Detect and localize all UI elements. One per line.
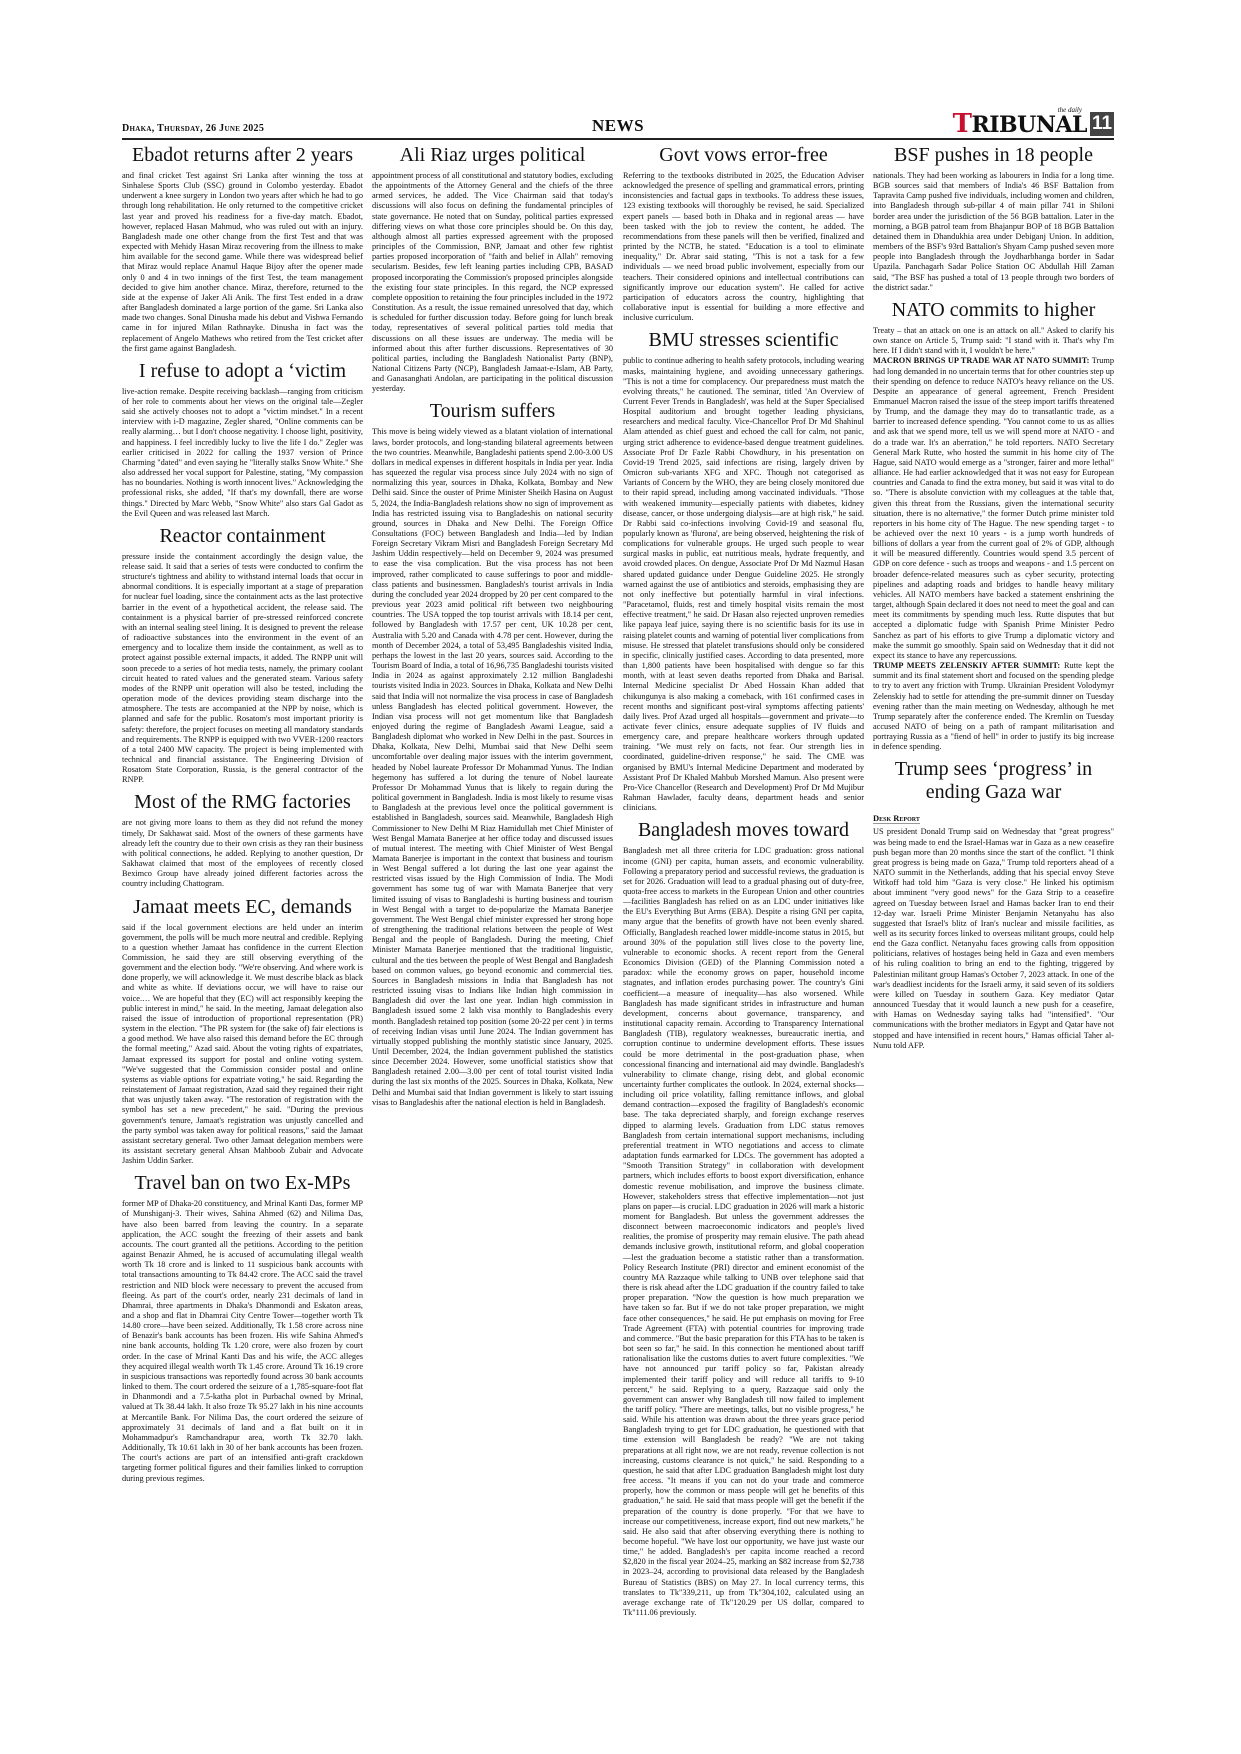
column-3 xyxy=(623,142,864,1624)
story-trump xyxy=(873,758,1114,1050)
headline: Tourism suffers xyxy=(429,400,556,423)
story-bmu xyxy=(623,329,864,813)
story-intro: Treaty – that an attack on one is an attack on all." Asked to clarify his own stance on Article 5, Trump said: "I stand with it. That's why I'm here. If I didn't stand with it, I wouldn't be here." xyxy=(873,325,1114,356)
masthead xyxy=(122,106,1114,140)
dateline: Dhaka, Thursday, 26 June 2025 xyxy=(122,123,265,134)
story-aliriaz xyxy=(372,144,613,394)
story-tourism xyxy=(372,400,613,1107)
story-body: live-action remake. Despite receiving backlash—ranging from criticism of her role to comments about her views on the original tale—Zegler said she actively chooses not to adopt a "victim mindset." In a recent interview with i-D magazine, Zegler shared, "Online comments can be really alarming… but I don't choose negativity. I choose light, positivity, and happiness. I feel incredibly lucky to live the life I do." Zegler was earlier criticised in 2022 for calling the 1937 version of Prince Charming "dated" and even saying he "literally stalks Snow White." She also addressed her vocal support for Palestine, stating, "My compassion has no boundaries. Nothing is worth innocent lives." Acknowledging the professional risks, she added, "If that's my downfall, there are worse things." Directed by Marc Webb, "Snow White" also stars Gal Gadot as the Evil Queen and was released last March. xyxy=(122,386,363,518)
story-body xyxy=(873,326,1114,753)
story-body: and final cricket Test against Sri Lanka after winning the toss at Sinhalese Sports Club (SSC) ground in Colombo yesterday. Ebadot underwent a knee surgery in London two years after which he had to go through long rehabilitation. He only returned to the competitive cricket last year and proved his readiness for a five-day match. Ebadot, however, replaced Hasan Mahmud, who was ruled out with an injury. Bangladesh made one other change from the first Test and that was expected with Mehidy Hasan Miraz recovering from the illness to make him available for the second game. While there was widespread belief that Miraz would replace Anamul Haque Bijoy after the opener made only 0 and 4 in two innings of the first Test, the team management decided to give him another chance. Miraz, therefore, returned to the side at the expense of Jaker Ali Anik. The first Test ended in a draw after Bangladesh dominated a large portion of the game. Sri Lanka also made two changes. Sonal Dinusha made his debut and Vishwa Fernando came in for injured Milan Rathnayke. Dinusha in fact was the replacement of Angelo Mathews who retired from the Test cricket after the first game against Bangladesh. xyxy=(122,171,363,353)
headline: Jamaat meets EC, demands xyxy=(133,895,352,918)
headline: I refuse to adopt a ‘victim xyxy=(138,359,347,382)
story-body: pressure inside the containment accordingly the design value, the release said. It said that a series of tests were conducted to confirm the structure's tightness and ability to withstand internal loads that occur in abnormal conditions. It is especially important at a stage of preparation for nuclear fuel loading, since the containment acts as the last protective barrier in the event of a hypothetical accident, the release said. The containment is a physical barrier of pre-stressed reinforced concrete with an internal sealing steel lining. It is designed to prevent the release of radioactive substances into the environment in the event of an emergency and to localize them inside the containment, as well as to protect against possible external impacts, it added. The RNPP unit will soon precede to a series of hot media tests, namely, the primary coolant circuit heated to rated values and the generated steam. Various safety modes of the RNPP unit operation will also be tested, including the operation mode of the devices providing steam discharge into the atmosphere. The tests are accompanied at the NPP by noise, which is planned and safe for the public. Rosatom's most important priority is safety: therefore, the project focuses on meeting all mandatory standards and requirements. The RNPP is equipped with two VVER-1200 reactors of a total 2400 MW capacity. The project is being implemented with technical and financial assistance. The Engineering Division of Rosatom State Corporation, Russia, is the general contractor of the RNPP. xyxy=(122,551,363,785)
story-reactor xyxy=(122,525,363,786)
headline: Ebadot returns after 2 years xyxy=(131,144,353,166)
story-body: US president Donald Trump said on Wednesday that "great progress" was being made to end the Israel-Hamas war in Gaza as a new ceasefire push began more than 20 months since the start of the conflict. "I think great progress is being made on Gaza," Trump told reporters ahead of a NATO summit in the Netherlands, adding that his special envoy Steve Witkoff had told him "Gaza is very close." He linked his optimism about imminent "very good news" for the Gaza Strip to a ceasefire agreed on Tuesday between Israel and Hamas backer Iran to end their 12-day war. Israeli Prime Minister Benjamin Netanyahu has also suggested that Israel's blitz of Iran's nuclear and missile facilities, as well as its security forces linked to overseas militant groups, could help end the Gaza conflict. Netanyahu faces growing calls from opposition politicians, relatives of hostages being held in Gaza and even members of his ruling coalition to bring an end to the fighting, triggered by Palestinian militant group Hamas's October 7, 2023 attack. In one of the war's deadliest incidents for the Israeli army, it said seven of its soldiers were killed on Tuesday in southern Gaza. Key mediator Qatar announced Tuesday that it would launch a new push for a ceasefire, with Hamas on Wednesday saying talks had "intensified". "Our communications with the brother mediators in Egypt and Qatar have not stopped and have intensified in recent hours," Hamas official Taher al-Nunu told AFP. xyxy=(873,827,1114,1050)
story-text: Trump had long demanded in no uncertain terms that for other countries step up their spending on defence to reduce NATO's heavy reliance on the US. Despite an appearance of general agreement, French President Emmanuel Macron raised the issue of the steep import tariffs threatened by Trump, and the damage they may do to transatlantic trade, as a barrier to increased defence spending. "You cannot come to us as allies and ask that we spend more, tell us we will spend more at NATO - and do a trade war. It's an aberration," he told reporters. NATO Secretary General Mark Rutte, who hosted the summit in his home city of The Hague, said NATO would emerge as a "stronger, fairer and more lethal" alliance. He had earlier acknowledged that it was not easy for European countries and Canada to find the extra money, but said it was vital to do so. "There is absolute conviction with my colleagues at the table that, given this threat from the Russians, given the international security situation, there is no alternative," the former Dutch prime minister told reporters in his home city of The Hague. The new spending target - to be achieved over the next 10 years - is a jump worth hundreds of billions of dollars a year from the current goal of 2% of GDP, although it will be measured differently. Countries would spend 3.5 percent of GDP on core defence - such as troops and weapons - and 1.5 percent on broader defence-related measures such as cyber security, protecting pipelines and adapting roads and bridges to handle heavy military vehicles. All NATO members have backed a statement enshrining the target, although Spain declared it does not need to meet the goal and can meet its commitments by spending much less. Rutte disputes that but accepted a diplomatic fudge with Spanish Prime Minister Pedro Sanchez as part of his efforts to give Trump a diplomatic victory and make the summit go smoothly. Spain said on Wednesday that it did not expect its stance to have any repercussions. xyxy=(873,356,1115,660)
story-body: said if the local government elections are held under an interim government, the polls will be much more neutral and credible. Replying to a question whether Jamaat has confidence in the current Election Commission, he said they are still observing everything of the government and the election body. "We're observing. And where work is done properly, we will acknowledge it. We must describe black as black and white as white. If deviations occur, we will have to raise our voice.… We are hopeful that they (EC) will act responsibly keeping the public interest in mind," he said. In the meeting, Jamaat delegation also raised the issue of introduction of proportional representation (PR) system in the election. "The PR system for (the sake of) fair elections is a good method. We have also raised this demand before the EC through the formal meeting," Azad said. About the voting rights of expatriates, Jamaat expressed its support for postal and online voting system. "We've suggested that the Commission consider postal and online systems as viable options for expatriate voting," he said. Regarding the reinstatement of Jamaat registration, Azad said they regained their right that was unjustly taken away. "The restoration of registration with the symbol has set a new precedent," he said. "During the previous government's tenure, Jamaat's registration was unjustly cancelled and the party symbol was taken away for political reasons," said the Jamaat assistant secretary general. Two other Jamaat delegation members were its assistant secretary general Ahsan Mahboob Zubair and Advocate Jashim Uddin Sarker. xyxy=(122,922,363,1166)
brand-tagline: the daily xyxy=(1057,106,1082,114)
story-refuse xyxy=(122,360,363,519)
story-text: Rutte kept the summit and its final statement short and focused on the spending pledge to try to avert any friction with Trump. Ukrainian President Volodymyr Zelenskiy had to settle for attending the pre-summit dinner on Tuesday evening rather than the main meeting on Wednesday, although he met Trump separately after the conference ended. The Kremlin on Tuesday accused NATO of being on a path of rampant militarisation and portraying Russia as a "fiend of hell" in order to justify its big increase in defence spending. xyxy=(873,661,1115,752)
story-rmg xyxy=(122,791,363,889)
story-bsf xyxy=(873,144,1114,293)
headline: Trump sees ‘progress’ in ending Gaza war xyxy=(894,758,1093,804)
story-body: appointment process of all constitutional and statutory bodies, excluding the appointments of the Attorney General and the chiefs of the three armed services, he added. The Vice Chairman said that today's discussions will also focus on defining the fundamental principles of state governance. He noted that on Sunday, political parties expressed differing views on what those core principles should be. On this day, although almost all parties expressed agreement with the proposed principles of the Commission, BNP, Jamaat and other few rightist parties proposed incorporation of "faith and belief in Allah" removing secularism. Besides, few left leaning parties including CPB, BASAD proposed incorporating the Commission's proposed principles alongside the existing four state principles. In this regard, the NCP expressed complete opposition to retaining the four principles included in the 1972 Constitution. As a result, the issue remained unresolved that day, which is scheduled for further discussion today. Before going for lunch break today, representatives of several political parties told media that discussions on all these issues are underway. The media will be informed about this after further discussions. Representatives of 30 political parties, including the Bangladesh Nationalist Party (BNP), National Citizens Party (NCP), Bangladesh Jamaat-e-Islam, AB Party, and Ganasanghati Andolan, are participating in the political discussion yesterday. xyxy=(372,171,613,394)
story-body: are not giving more loans to them as they did not refund the money timely, Dr Sakhawat said. Most of the owners of these garments have already left the country due to their own crisis as they ran their business with political connections, he added. Replying to another question, Dr Sakhawat claimed that most of the employees of recently closed Beximco Group have already joined different factories across the country including Chattogram. xyxy=(122,818,363,889)
column-2 xyxy=(372,142,613,1114)
headline: Most of the RMG factories xyxy=(134,791,351,814)
headline: Travel ban on two Ex-MPs xyxy=(134,1172,351,1195)
column-1 xyxy=(122,142,363,1490)
story-jamaat xyxy=(122,896,363,1167)
story-body: Bangladesh met all three criteria for LDC graduation: gross national income (GNI) per capita, human assets, and economic vulnerability. Following a preparatory period and successful reviews, the graduation is set for 2026. Graduation will lead to a gradual phasing out of duty-free, quota-free access to markets in the European Union and other countries—facilities Bangladesh has relied on as an LDC under initiatives like the EU's Everything But Arms (EBA). Despite a rising GNI per capita, many argue that the benefits of growth have not been evenly shared. Officially, Bangladesh reached lower middle-income status in 2015, but around 30% of the population still lives close to the poverty line, vulnerable to economic shocks. A recent report from the General Economics Division (GED) of the Planning Commission noted a paradox: while the economy grows on paper, household income stagnates, and inflation erodes purchasing power. The country's Gini coefficient—a measure of inequality—has also worsened. While Bangladesh has made significant strides in infrastructure and human development, concerns about governance, transparency, and institutional capacity remain. According to Transparency International Bangladesh (TIB), regulatory weaknesses, bureaucratic inertia, and corruption continue to undermine development efforts. These issues could be more detrimental in the post-graduation phase, when concessional financing and international aid may dwindle. Bangladesh's vulnerability to climate change, rising debt, and global economic uncertainty further complicates the outlook. In 2024, external shocks—including oil price volatility, falling remittance inflows, and global demand contraction—exposed the fragility of Bangladesh's economic base. The taka depreciated sharply, and foreign exchange reserves dipped to alarming levels. Graduation from LDC status removes Bangladesh from certain international support mechanisms, including preferential treatment in WTO negotiations and access to climate adaptation funds earmarked for LDCs. The government has adopted a "Smooth Transition Strategy" in collaboration with development partners, which includes efforts to boost export diversification, enhance domestic revenue mobilisation, and improve the business climate. However, stakeholders stress that effective implementation—not just plans on paper—is crucial. LDC graduation in 2026 will mark a historic moment for Bangladesh. But unless the government addresses the disconnect between macroeconomic indicators and people's lived realities, the promise of prosperity may remain elusive. The path ahead demands inclusive growth, institutional reform, and global cooperation—lest the graduation become a statistic rather than a transformation. Policy Research Institute (PRI) director and eminent economist of the country MA Razzaque while talking to UNB over telephone said that there is risk ahead after the LDC graduation if the country failed to take proper preparation. "Now the question is how much preparation we have taken so far. But if we do not take proper preparation, we might face other consequences," he said. He put emphasis on moving for Free Trade Agreement (FTA) with potential countries for improving trade and commerce. "But the basic preparation for this FTA has to be taken is bot seen so far," he said. In this connection he mentioned about tariff rationalisation like the customs duties to avert future complexities. "We have not announced pur tariff policy so far, Pakistan already implemented their tariff policy and will reduce all tariffs to 9-10 percent," he said. Replying to a query, Razzaque said only the government can answer why Bangladesh till now failed to implement the tariff policy. "There are meetings, talks, but no visible progress," he said. While his attention was drawn about the three years grace period Bangladesh trying to get for LDC graduation, he questioned with that time extension will Bangladesh be ready? "We are not taking preparations at all right now, we are not ready, revenue collection is not increasing, customs clearance is not quick," he said. Responding to a question, he said that after LDC graduation Bangladesh might lost duty free access. "It means if you can not do your trade and commerce properly, how the common or mass people will get he benefits of this graduation," he said. He said that mass people will get the benefit if the preparation of the country is done properly. "For that we have to increase our competitiveness, increase export, find out new markets," he said. He also said that after observing everything there is nothing to become hopeful. "We have lost our opportunity, we have just waste our time," he added. Bangladesh's per capita income reached a record $2,820 in the fiscal year 2024–25, marking an $82 increase from $2,738 in 2023–24, according to provisional data released by the Bangladesh Bureau of Statistics (BBS) on May 27. In local currency terms, this translates to Tk"339,211, up from Tk"304,102, calculated using an average exchange rate of Tk"120.29 per US dollar, compared to Tk"111.06 previously. xyxy=(623,846,865,1618)
story-travel xyxy=(122,1172,363,1483)
headline: Bangladesh moves toward xyxy=(637,819,850,842)
brand-initial: T xyxy=(952,109,972,139)
story-body: nationals. They had been working as labourers in India for a long time. BGB sources said that members of India's 46 BSF Battalion from Tapravita Camp pushed five individuals, including women and children, into Bangladesh through sub-pillar 4 of main pillar 741 in Shiloni border area under the jurisdiction of the 56 BGB battalion. Later in the morning, a BGB patrol team from Bhajanpur BOP of 18 BGB Battalion detained them in Dhandukhia area under Debiganj Union. In addition, members of the BSF's 93rd Battalion's Shyam Camp pushed seven more people into Bangladesh through the Joydharbhanga border in Sadar Upazila. Panchagarh Sadar Police Station OC Abdullah Hill Zaman said, "The BSF has pushed a total of 13 people through two borders of the district sadar." xyxy=(873,171,1114,292)
brand-rest: RIBUNAL xyxy=(971,112,1087,138)
headline: Govt vows error-free xyxy=(659,144,828,166)
page-number: 11 xyxy=(1091,113,1113,134)
headline: NATO commits to higher xyxy=(891,298,1096,321)
brand-logo xyxy=(952,106,1114,139)
headline: Reactor containment xyxy=(159,524,326,547)
column-4 xyxy=(873,142,1114,1057)
section-title: NEWS xyxy=(591,116,645,135)
subhead: TRUMP MEETS ZELENSKIY AFTER SUMMIT: xyxy=(873,661,1061,671)
story-ebadot xyxy=(122,144,363,354)
story-body: public to continue adhering to health safety protocols, including wearing masks, maintaining hygiene, and avoiding unnecessary gatherings. "This is not a time for complacency. Our preparedness must match the evolving threats," he cautioned. The seminar, titled 'An Overview of Current Fever Trends in Bangladesh', was held at the Super Specialised Hospital auditorium and brought together leading physicians, researchers and medical faculty. Vice-Chancellor Prof Dr Md Shahinul Alam attended as chief guest and echoed the call for calm, not panic, urging strict adherence to evidence-based dengue treatment guidelines. Associate Prof Dr Fazle Rabbi Chowdhury, in his presentation on Covid-19 Trend 2025, said infections are rising, largely driven by Omicron sub-variants XFG and XFC. Though not categorised as Variants of Concern by the WHO, they are being closely monitored due to their rapid spread, including among vaccinated individuals. "Those with weakened immunity—especially patients with diabetes, kidney disease, cancer, or those undergoing dialysis—are at high risk," he said. Dr Rabbi said co-infections involving Covid-19 and seasonal flu, popularly known as 'flurona', are being observed, heightening the risk of complications for vulnerable groups. He urged such people to wear surgical masks in public, eat nutritious meals, hydrate frequently, and avoid crowded places. On dengue, Associate Prof Dr Md Nazmul Hasan shared updated guidance under Dengue Guideline 2025. He strongly warned against the use of antibiotics and steroids, emphasising they are not only ineffective but potentially harmful in viral infections. "Paracetamol, fluids, rest and timely hospital visits remain the most effective treatment," he said. Dr Hasan also rejected unproven remedies like papaya leaf juice, saying there is no scientific basis for its use in raising platelet counts and warning of potential liver complications from misuse. He stressed that platelet transfusions should only be considered in specific, clinically justified cases. According to data presented, more than 1,800 patients have been hospitalised with dengue so far this month, with at least seven deaths reported from Dhaka and Barisal. Internal Medicine specialist Dr Abed Hossain Khan added that chikungunya is also making a comeback, with 161 confirmed cases in recent months and significant post-viral symptoms affecting patients' daily lives. Prof Azad urged all hospitals—government and private—to activate fever clinics, ensure adequate supplies of IV fluids and emergency care, and prepare healthcare workers through updated training. "We must rely on facts, not fear. Our strength lies in coordinated, guideline-driven response," he said. The CME was organised by BMU's Internal Medicine Department and moderated by Assistant Prof Dr Khaled Mahbub Morshed Mamun. Also present were Pro-Vice Chancellor (Research and Development) Prof Dr Md Mujibur Rahman Hawlader, faculty deans, department heads and senior clinicians. xyxy=(623,356,865,813)
headline: BSF pushes in 18 people xyxy=(894,144,1093,166)
byline-tag: Desk Report xyxy=(873,813,920,824)
headline: BMU stresses scientific xyxy=(648,329,839,352)
headline: Ali Riaz urges political xyxy=(399,144,586,166)
subhead: MACRON BRINGS UP TRADE WAR AT NATO SUMMIT: xyxy=(873,356,1090,366)
story-govt xyxy=(623,144,864,323)
story-body: former MP of Dhaka-20 constituency, and Mrinal Kanti Das, former MP of Munshiganj-3. Their wives, Sahina Ahmed (62) and Nilima Das, have also been barred from leaving the country. In a separate application, the ACC sought the freezing of their assets and bank accounts. The court granted all the petitions. According to the petition against Benazir Ahmed, he is accused of accumulating illegal wealth worth Tk 18 crore and is linked to 11 suspicious bank accounts with total transactions amounting to Tk 84.42 crore. The ACC said the travel restriction and NID block were necessary to prevent the accused from fleeing. As part of the court's order, nearly 231 decimals of land in Dhamrai, three apartments in Dhaka's Dhanmondi and Eskaton areas, and a shop and flat in Dhamrai City Centre Tower—together worth Tk 14.80 crore—have been seized. Additionally, Tk 1.58 crore across nine of Benazir's bank accounts has been frozen. His wife Sahina Ahmed's nine bank accounts, holding Tk 1.20 crore, were also frozen by court order. In the case of Mrinal Kanti Das and his wife, the ACC alleges they acquired illegal wealth worth Tk 1.45 crore. Around Tk 16.19 crore in suspicious transactions was reportedly found across 30 bank accounts linked to them. The court ordered the seizure of a 1,785-square-foot flat in Dhanmondi and a 7.5-katha plot in Purbachal owned by Mrinal, valued at Tk 38.44 lakh. It also froze Tk 95.27 lakh in his nine accounts at Mercantile Bank. For Nilima Das, the court ordered the seizure of approximately 31 decimals of land and a flat built on it in Mohammadpur's Ramchandrapur area, worth Tk 32.70 lakh. Additionally, Tk 10.61 lakh in 30 of her bank accounts has been frozen. The court's actions are part of an intensified anti-graft crackdown targeting former political figures and their families linked to corruption during previous regimes. xyxy=(122,1199,363,1483)
story-body: Referring to the textbooks distributed in 2025, the Education Adviser acknowledged the presence of spelling and grammatical errors, printing inconsistencies and factual gaps in textbooks. To address these issues, 123 existing textbooks will thoroughly be revised, he said. Specialized expert panels — based both in Dhaka and in regional areas — have been tasked with the job to review the content, he added. The recommendations from these panels will then be verified, finalized and printed by the NCTB, he stated. "Education is a tool to eliminate inequality," Dr. Abrar said stating, "This is not a task for a few individuals — we need broad public involvement, especially from our teachers. Their considered opinions and intellectual contributions can significantly improve our education system". He called for active participation of educators across the country, highlighting that collaborative input is essential for building a more effective and inclusive curriculum. xyxy=(623,171,864,323)
story-bdmoves xyxy=(623,819,864,1618)
story-nato xyxy=(873,299,1114,753)
story-body: This move is being widely viewed as a blatant violation of international laws, border protocols, and long-standing bilateral agreements between the two countries. Meanwhile, Bangladeshi patients spend 2.00-3.00 US dollars in medical expenses in different hospitals in India per year. India has squeezed the regular visa process since July 2024 with no sign of normalizing this year, sources in Dhaka, Kolkata, Bombay and New Delhi said. Since the ouster of Prime Minister Sheikh Hasina on August 5, 2024, the India-Bangladesh relations show no sign of improvement as India has restricted issuing visa to Bangladeshis on national security ground, sources in Dhaka and New Delhi. The Foreign Office Consultations (FOC) between Bangladesh and India—led by Indian Foreign Secretary Vikram Misri and Bangladesh Foreign Secretary Md Jashim Uddin respectively—held on December 9, 2024 was presumed to ease the visa complication. But the visa process has not been improved, rather complicated to cause sufferings to poor and middle-class patients and businessmen. Bangladesh's tourist arrivals in India during the concluded year 2024 dropped by 20 per cent compared to the previous year 2023 amid political rift between two neighbouring countries. The USA topped the top tourist arrivals with 18.14 per cent, followed by Bangladesh with 17.57 per cent, UK 10.28 per cent, Australia with 5.20 and Canada with 4.78 per cent. However, during the month of December 2024, a total of 53,495 Bangladeshis visited India, perhaps the lowest in the last 20 years, sources said. According to the Tourism Board of India, a total of 16,96,735 Bangladeshi tourists visited India in 2024 as against approximately 2.12 million Bangladeshi tourists visited India in 2023. Sources in Dhaka, Kolkata and New Delhi said that India will not normalize the visa process in case of Bangladesh unless Bangladesh has elected political government. However, the Indian visa process will not get momentum like that Bangladesh enjoyed during the regime of Bangladesh Awami League, said a Bangladesh diplomat who worked in New Delhi in the past. Sources in Dhaka, Kolkata, New Delhi, Mumbai said that New Delhi seem uncomfortable over dealing major issues with the interim government, headed by Nobel laureate Professor Dr Mohammad Yunus. The Indian hegemony has suffered a lot during the tenure of Nobel laureate Professor Dr Mohammad Yunus that is likely to regain during the political government in Bangladesh. India is most likely to resume visas to Bangladesh at the previous level once the political government is established in Bangladesh, sources said. Meanwhile, Bangladesh High Commissioner to New Delhi M Riaz Hamidullah met Chief Minister of West Bengal Mamata Banerjee at her office today and discussed issues of mutual interest. The meeting with Chief Minister of West Bengal Mamata Banerjee is important in the context that business and tourism in West Bengal suffered a lot during the last one year against the restricted visas issued by the High Commission of India. The Modi government has some tug of war with Mamata Banerjee that very limited issuing of visas to Bangladeshi is hurting business and tourism in West Bengal with a target to de-popularize the Mamata Banerjee government. The West Bengal chief minister expressed her strong hope of strengthening the traditional relations between the people of West Bengal and the people of Bangladesh. During the meeting, Chief Minister Mamata Banerjee mentioned that the traditional linguistic, cultural and the ties between the people of West Bengal and Bangladesh based on common values, go beyond economic and commercial ties. Sources in Bangladesh missions in India that Bangladesh has not restricted issuing visas to Indians like Indian high commission in Bangladesh did over the last one year. Indian high commission in Bangladesh issued some 2 lakh visa monthly to Bangladeshis every month. Bangladesh retained top position (some 20-22 per cent ) in terms of receiving Indian visas until June 2024. The Indian government has virtually stopped publishing the monthly statistic since January, 2025. Until December, 2024, the Indian government published the statistics since December 2024. However, some unofficial statistics show that Bangladesh retained 2.00—3.00 per cent of total tourist visited India during the last six months of the 2025. Sources in Dhaka, Kolkata, New Delhi and Mumbai said that Indian government is likely to start issuing visas to Bangladeshis after the national election is held in Bangladesh. xyxy=(372,427,613,1107)
